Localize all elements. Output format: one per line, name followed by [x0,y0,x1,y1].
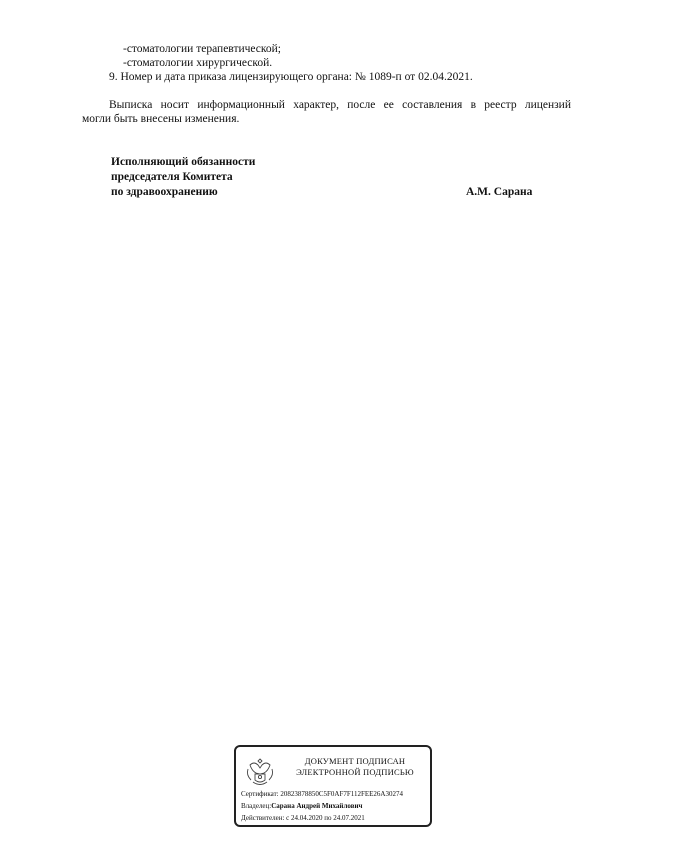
owner-label: Владелец: [241,802,272,810]
stamp-validity-row [241,814,365,823]
order-number-line: 9. Номер и дата приказа лицензирующего органа: № 1089-п от 02.04.2021. [109,71,473,83]
electronic-signature-stamp [234,745,432,827]
note-line-1: Выписка носит информационный характер, после ее составления в реестр лицензий [109,99,571,111]
certificate-value: 20823878850C5F0AF7F112FEE26A30274 [280,790,403,798]
signer-name: А.М. Сарана [466,186,533,198]
owner-value: Сарана Андрей Михайлович [271,802,363,810]
signer-title-line-1: Исполняющий обязанности [111,156,256,168]
license-item-surgical: -стоматологии хирургической. [123,57,273,69]
validity-value: с 24.04.2020 по 24.07.2021 [286,814,365,822]
stamp-certificate-row [241,790,403,799]
stamp-heading [280,756,430,778]
note-line-2: могли быть внесены изменения. [82,113,240,125]
stamp-heading-line-2: ЭЛЕКТРОННОЙ ПОДПИСЬЮ [296,767,414,777]
license-item-therapeutic: -стоматологии терапевтической; [123,43,282,55]
stamp-heading-line-1: ДОКУМЕНТ ПОДПИСАН [304,756,406,766]
validity-label: Действителен: [241,814,285,822]
coat-of-arms-icon [242,755,278,789]
certificate-label: Сертификат: [241,790,279,798]
signer-title-line-2: председателя Комитета [111,171,233,183]
signer-title-line-3: по здравоохранению [111,186,218,198]
stamp-owner-row [241,802,362,811]
